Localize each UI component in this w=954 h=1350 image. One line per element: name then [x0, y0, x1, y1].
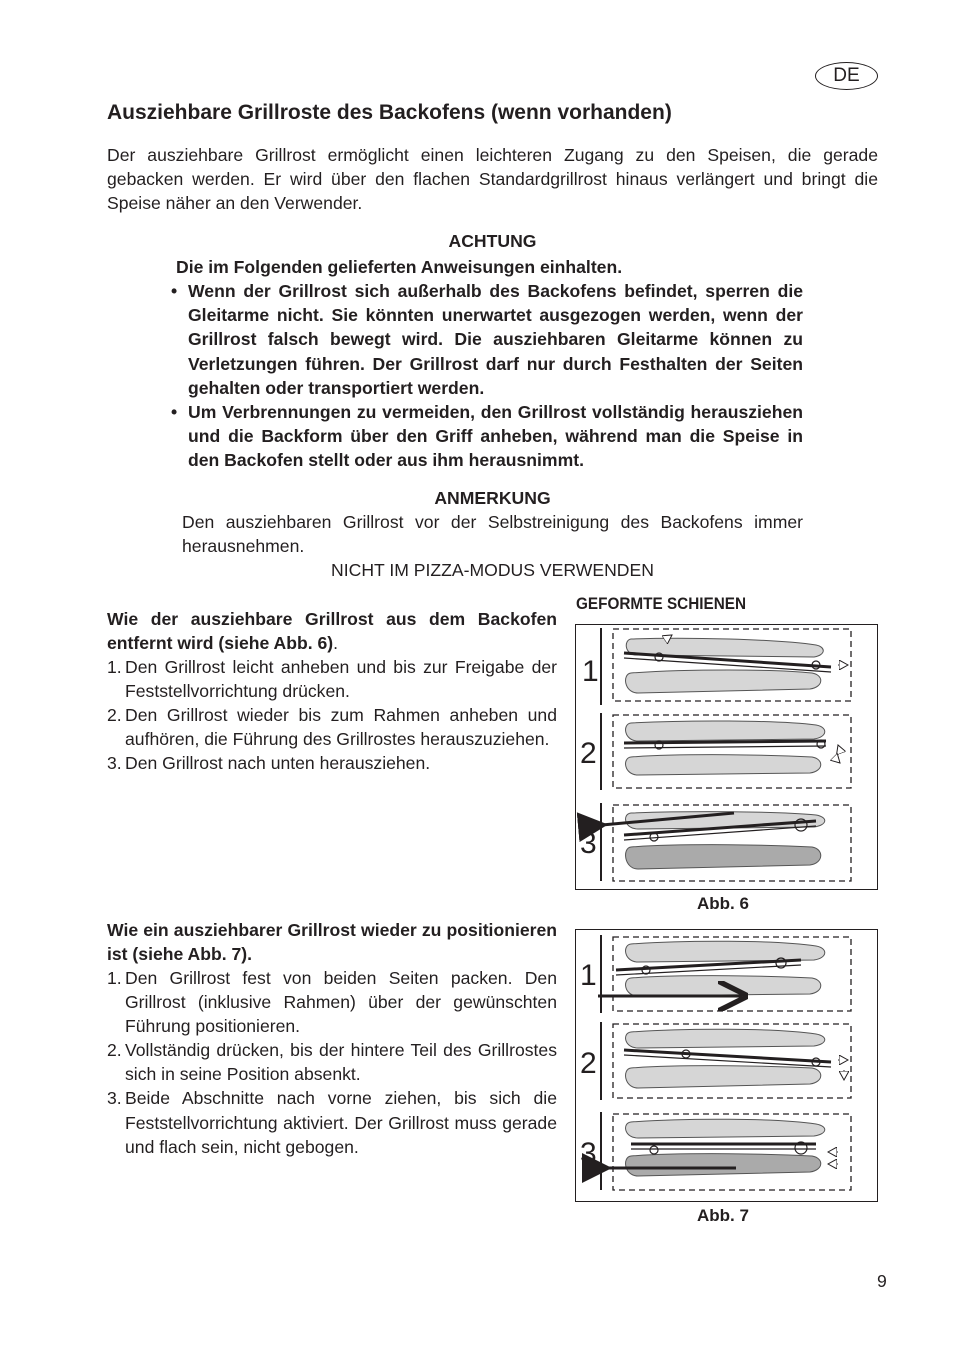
section-heading: Ausziehbare Grillroste des Backofens (wenn vorhanden): [107, 101, 672, 124]
grill-rack-slide: [624, 746, 826, 748]
rack-wheel: [650, 1146, 658, 1154]
panel-number: 1: [582, 655, 599, 688]
pizza-mode-note: NICHT IM PIZZA-MODUS VERWENDEN: [331, 560, 654, 580]
list-item: [107, 703, 557, 751]
hollow-arrow: [834, 757, 840, 763]
rail-shape: [626, 1029, 825, 1048]
figure-7-caption: Abb. 7: [697, 1206, 749, 1225]
bullet-symbol: •: [171, 281, 178, 301]
list-item: [107, 751, 557, 775]
remove-section-title: [107, 607, 557, 655]
rail-shape: [626, 1119, 825, 1138]
step-number: 3.: [107, 753, 122, 774]
figure-7-illustration: [575, 929, 878, 1202]
intro-paragraph: Der ausziehbare Grillrost ermöglicht einen leichteren Zugang zu den Speisen, die gerade gebacken werden. Er wird über den flachen Standardgrillrost hinaus verlängert und bringt die Speise näher an den Verwender.: [107, 145, 878, 214]
step-text: Den Grillrost leicht anheben und bis zur Freigabe der Feststellvorrichtung drücken.: [125, 657, 557, 702]
list-item: [107, 1086, 557, 1158]
list-item: [107, 1038, 557, 1086]
panel-number: 2: [580, 737, 597, 770]
list-item: [107, 966, 557, 1038]
figure-panel: [580, 1022, 851, 1100]
step-text: Den Grillrost wieder bis zum Rahmen anheben und aufhören, die Führung des Grillrostes herauszuziehen.: [125, 705, 557, 750]
grill-rack: [624, 1050, 831, 1062]
replace-section-title: Wie ein ausziehbarer Grillrost wieder zu positionieren ist (siehe Abb. 7).: [107, 920, 557, 965]
list-item: [107, 655, 557, 703]
panel-number: 1: [580, 959, 597, 992]
warning-item-text: Um Verbrennungen zu vermeiden, den Grillrost vollständig herausziehen und die Backform über den Griff anheben, während man die Speise in den Backofen stellt oder aus ihm herausnimmt.: [188, 402, 803, 471]
figure-panel: [580, 713, 851, 790]
grill-rack: [624, 741, 826, 743]
figure-6-drawing: [576, 625, 876, 888]
rail-shape: [626, 976, 821, 996]
warning-item: [171, 279, 803, 400]
remove-steps-list: [107, 655, 557, 775]
rail-shape: [626, 1066, 821, 1088]
step-number: 1.: [107, 657, 122, 677]
page-number: 9: [877, 1271, 887, 1291]
step-number: 2.: [107, 705, 122, 726]
warning-title: ACHTUNG: [448, 231, 537, 251]
bullet-symbol: •: [171, 402, 178, 423]
step-number: 3.: [107, 1088, 122, 1109]
note-title: ANMERKUNG: [434, 488, 551, 508]
warning-list: [171, 279, 803, 473]
figure-panel: [582, 628, 851, 705]
step-text: Vollständig drücken, bis der hintere Teil des Grillrostes sich in seine Position absenkt.: [125, 1040, 557, 1085]
rail-shape: [626, 755, 821, 775]
panel-number: 3: [580, 1137, 597, 1170]
rail-shape: [626, 845, 821, 869]
warning-item-text: Wenn der Grillrost sich außerhalb des Backofens befindet, sperren die Gleitarme nicht. Sie könnten unerwartet ausgezogen werden, wenn der Grillrost falsch bewegt wird. Die ausziehbaren Gleitarme können zu Verletzungen führen. Der Grillrost darf nur durch Festhalten der Seiten gehalten oder transportiert werden.: [188, 281, 803, 398]
figure-panel: [580, 1112, 851, 1190]
hollow-arrow: [838, 745, 841, 753]
rail-shape: [626, 721, 825, 741]
rail-shape: [626, 1154, 821, 1176]
step-text: Den Grillrost fest von beiden Seiten packen. Den Grillrost (inklusive Rahmen) über der gewünschten Führung positionieren.: [125, 968, 557, 1037]
figure-7-drawing: [576, 930, 876, 1200]
remove-section-title-tail: .: [333, 633, 339, 654]
figure-label-rails: GEFORMTE SCHIENEN: [576, 594, 747, 613]
replace-steps-list: [107, 966, 557, 1159]
remove-section-title-bold: Wie der ausziehbare Grillrost aus dem Backofen entfernt wird (siehe Abb. 6): [107, 609, 557, 654]
warning-item: [171, 400, 803, 473]
step-text: Beide Abschnitte nach vorne ziehen, bis sich die Feststellvorrichtung aktiviert. Der Grillrost muss gerade und flach sein, nicht gebogen.: [125, 1088, 557, 1157]
panel-number: 3: [580, 827, 597, 860]
figure-panel: [580, 935, 851, 1013]
step-number: 2.: [107, 1040, 122, 1061]
step-number: 1.: [107, 968, 122, 988]
figure-6-illustration: [575, 624, 878, 890]
warning-lead: Die im Folgenden gelieferten Anweisungen einhalten.: [176, 257, 623, 277]
panel-number: 2: [580, 1047, 597, 1080]
note-text: Den ausziehbaren Grillrost vor der Selbstreinigung des Backofens immer herausnehmen.: [182, 512, 803, 557]
rail-shape: [626, 670, 821, 693]
figure-panel: [580, 803, 851, 881]
language-badge: DE: [815, 62, 878, 90]
figure-6-caption: Abb. 6: [697, 894, 749, 913]
step-text: Den Grillrost nach unten herausziehen.: [125, 753, 431, 774]
